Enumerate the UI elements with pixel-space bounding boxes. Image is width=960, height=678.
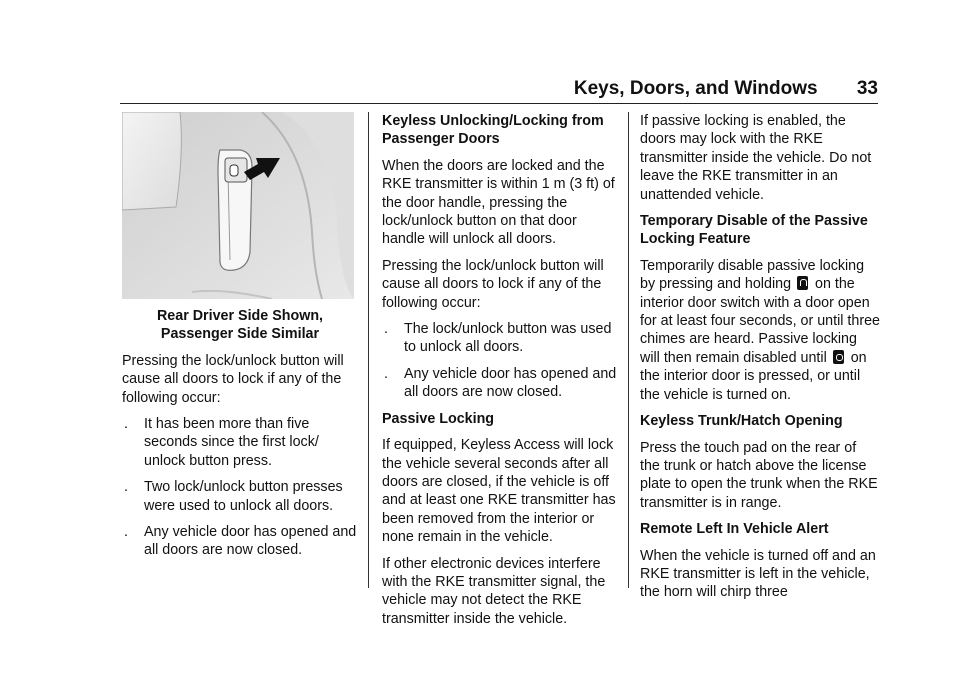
list-item [122,478,358,515]
list-item [122,415,358,470]
lock-icon [797,276,808,290]
unlock-icon [833,350,844,364]
list-item-text: The lock/unlock button was used to unlock all doors. [404,321,612,356]
list-item-text: Any vehicle door has opened and all doors are now closed. [144,524,357,559]
list-item [122,523,358,560]
door-handle-illustration [122,112,354,299]
list-item-text: It has been more than five seconds since the first lock/ unlock button press. [144,416,319,469]
figure-caption [122,307,358,344]
paragraph: Press the touch pad on the rear of the trunk or hatch above the license plate to open the trunk when the RKE transmitter is in range. [640,439,878,511]
column-3 [640,112,880,610]
column-1 [122,112,358,568]
list-item-text: Any vehicle door has opened and all doors are now closed. [404,365,617,401]
text-run: Temporarily disable passive locking by pressing and holding [640,257,865,293]
list-item [382,320,618,357]
text-run: on the interior door is pressed, or until the vehicle is turned on. [640,349,867,403]
intro-paragraph: Pressing the lock/unlock button will cause all doors to lock if any of the following occur: [122,352,344,406]
paragraph: When the vehicle is turned off and an RKE transmitter is left in the vehicle, the horn will chirp three [640,547,876,601]
heading-remote-left-alert: Remote Left In Vehicle Alert [640,521,829,538]
heading-keyless-unlocking: Keyless Unlocking/Locking from Passenger Doors [382,113,604,148]
heading-keyless-trunk: Keyless Trunk/Hatch Opening [640,413,843,430]
paragraph-disable-instructions [640,257,880,404]
column-divider-1 [368,112,369,588]
paragraph: Pressing the lock/unlock button will cause all doors to lock if any of the following occur: [382,257,604,311]
paragraph: If passive locking is enabled, the doors may lock with the RKE transmitter inside the vehicle. Do not leave the RKE transmitter in an unattended vehicle. [640,113,872,203]
section-title: Keys, Doors, and Windows [573,78,818,99]
list-item-text: Two lock/unlock button presses were used to unlock all doors. [144,479,343,514]
list-item [382,365,618,402]
heading-passive-locking: Passive Locking [382,410,495,427]
header-rule [120,103,878,104]
bullet-mark: . [124,479,128,496]
bullet-mark: . [384,321,388,338]
caption-line-1: Rear Driver Side Shown, [156,308,324,324]
paragraph: When the doors are locked and the RKE transmitter is within 1 m (3 ft) of the door handle, pressing the lock/unlock button on that door handle will unlock all doors. [382,157,615,248]
caption-line-2: Passenger Side Similar [160,326,320,343]
page-number: 33 [856,78,878,99]
bullet-mark: . [124,416,128,433]
heading-temporary-disable: Temporary Disable of the Passive Locking Feature [640,213,868,248]
bullet-mark: . [124,524,128,541]
text-run: on the interior door switch with a door open for at least four seconds, or until three chimes are heard. Passive locking will then remain disabled until [640,276,880,366]
column-divider-2 [628,112,629,588]
paragraph: If equipped, Keyless Access will lock the vehicle several seconds after all doors are closed, if the vehicle is off and at least one RKE transmitter has been removed from the interior or none remain in the vehicle. [382,437,616,546]
bullet-mark: . [384,365,388,382]
column-2 [382,112,618,636]
page-header [0,78,878,104]
paragraph: If other electronic devices interfere with the RKE transmitter signal, the vehicle may not detect the RKE transmitter inside the vehicle. [382,555,606,627]
